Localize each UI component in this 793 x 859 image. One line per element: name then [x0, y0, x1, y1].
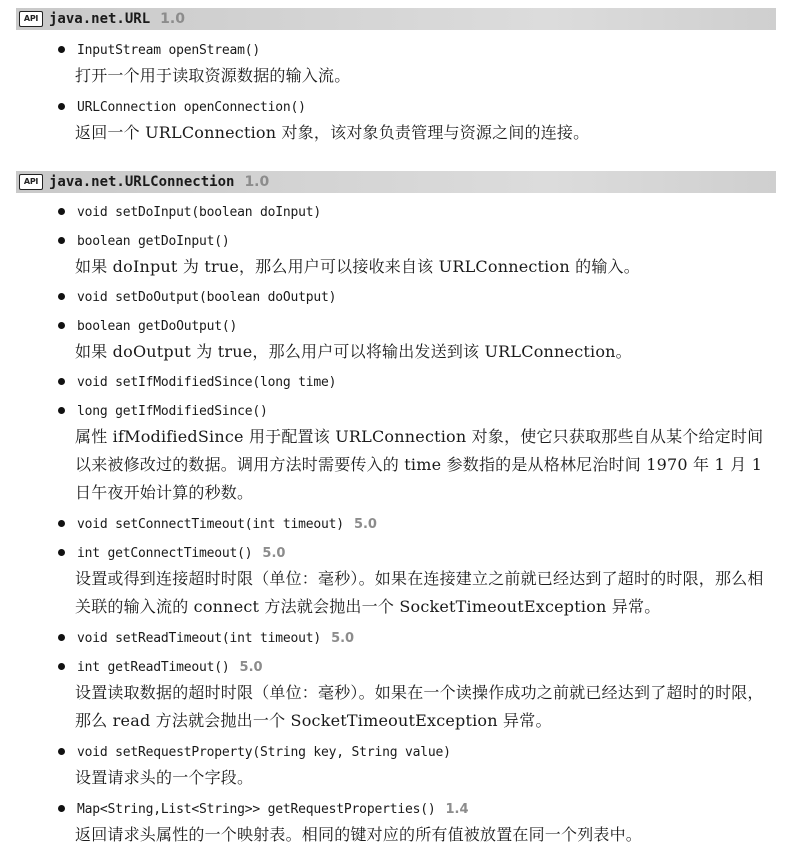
method-signature-row	[56, 202, 776, 224]
api-class-version: 1.0	[244, 174, 270, 190]
method-item	[56, 40, 776, 90]
method-signature-row	[56, 628, 776, 650]
bullet-icon	[58, 663, 65, 670]
method-signature: void setConnectTimeout(int timeout)	[77, 517, 344, 532]
method-signature-row	[56, 543, 776, 565]
bullet-icon	[58, 293, 65, 300]
api-class-name: java.net.URLConnection	[49, 174, 235, 190]
api-class-name: java.net.URL	[49, 11, 151, 27]
method-signature-row	[56, 316, 776, 338]
method-item	[56, 799, 776, 849]
method-signature: void setDoOutput(boolean doOutput)	[77, 290, 337, 305]
method-item	[56, 628, 776, 650]
bullet-icon	[58, 805, 65, 812]
method-signature-row	[56, 287, 776, 309]
bullet-icon	[58, 748, 65, 755]
method-description: 属性 ifModifiedSince 用于配置该 URLConnection 对象，使它只获取那些自从某个给定时间以来被修改过的数据。调用方法时需要传入的 time 参数指的是从格林尼治时间 1970 年 1 月 1 日午夜开始计算的秒数。	[75, 427, 764, 502]
method-signature-row	[56, 657, 776, 679]
method-description: 设置读取数据的超时时限（单位：毫秒）。如果在一个读操作成功之前就已经达到了超时的时限，那么 read 方法就会抛出一个 SocketTimeoutException 异常。	[75, 683, 764, 730]
method-version: 5.0	[353, 517, 377, 532]
method-signature-row	[56, 231, 776, 253]
bullet-icon	[58, 520, 65, 527]
bullet-icon	[58, 407, 65, 414]
bullet-icon	[58, 549, 65, 556]
method-description: 如果 doInput 为 true，那么用户可以接收来自该 URLConnection 的输入。	[75, 257, 640, 276]
bullet-icon	[58, 237, 65, 244]
method-item	[56, 543, 776, 621]
method-signature-row	[56, 514, 776, 536]
method-signature: void setIfModifiedSince(long time)	[77, 375, 337, 390]
method-item	[56, 231, 776, 281]
method-item	[56, 514, 776, 536]
method-version: 5.0	[331, 631, 355, 646]
api-badge-icon: API	[19, 11, 43, 27]
method-item	[56, 202, 776, 224]
method-signature: boolean getDoInput()	[77, 234, 230, 249]
bullet-icon	[58, 208, 65, 215]
method-signature: Map<String,List<String>> getRequestProperties()	[77, 802, 436, 817]
method-signature-row	[56, 401, 776, 423]
method-signature: void setReadTimeout(int timeout)	[77, 631, 322, 646]
method-item	[56, 401, 776, 507]
bullet-icon	[58, 46, 65, 53]
api-class-version: 1.0	[160, 11, 185, 27]
method-description: 返回一个 URLConnection 对象，该对象负责管理与资源之间的连接。	[75, 123, 590, 142]
method-signature-row	[56, 799, 776, 821]
method-item	[56, 372, 776, 394]
method-version: 5.0	[262, 546, 286, 561]
method-item	[56, 742, 776, 792]
api-header-url	[16, 8, 776, 30]
method-signature: void setRequestProperty(String key, String value)	[77, 745, 451, 760]
method-description: 如果 doOutput 为 true，那么用户可以将输出发送到该 URLConnection。	[75, 342, 632, 361]
bullet-icon	[58, 378, 65, 385]
api-badge-icon: API	[19, 174, 43, 190]
method-item	[56, 287, 776, 309]
method-item	[56, 657, 776, 735]
method-version: 1.4	[445, 802, 469, 817]
method-signature: InputStream openStream()	[77, 43, 261, 58]
method-description: 打开一个用于读取资源数据的输入流。	[75, 66, 351, 85]
bullet-icon	[58, 103, 65, 110]
method-signature: URLConnection openConnection()	[77, 100, 306, 115]
method-signature-row	[56, 40, 776, 62]
method-signature: long getIfModifiedSince()	[77, 404, 268, 419]
method-signature: int getConnectTimeout()	[77, 546, 253, 561]
bullet-icon	[58, 634, 65, 641]
api-header-urlconnection	[16, 171, 776, 193]
method-description: 设置或得到连接超时时限（单位：毫秒）。如果在连接建立之前就已经达到了超时的时限，那么相关联的输入流的 connect 方法就会抛出一个 SocketTimeoutException 异常。	[75, 569, 764, 616]
method-signature: void setDoInput(boolean doInput)	[77, 205, 322, 220]
bullet-icon	[58, 322, 65, 329]
method-signature: int getReadTimeout()	[77, 660, 230, 675]
method-signature-row	[56, 97, 776, 119]
method-item	[56, 97, 776, 147]
method-signature-row	[56, 372, 776, 394]
method-item	[56, 316, 776, 366]
method-description: 设置请求头的一个字段。	[75, 768, 254, 787]
method-version: 5.0	[239, 660, 263, 675]
method-signature: boolean getDoOutput()	[77, 319, 238, 334]
method-signature-row	[56, 742, 776, 764]
method-description: 返回请求头属性的一个映射表。相同的键对应的所有值被放置在同一个列表中。	[75, 825, 643, 844]
